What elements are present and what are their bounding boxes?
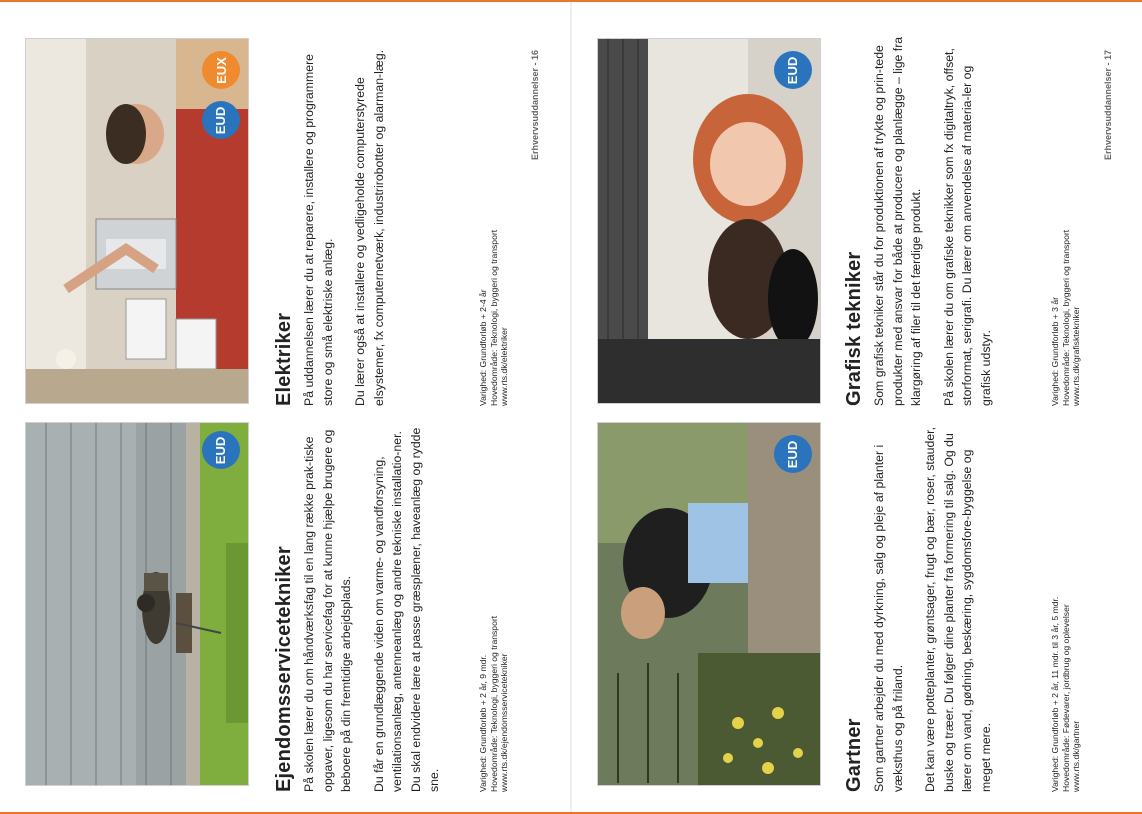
eud-badge: EUD — [202, 431, 240, 469]
eud-badge: EUD — [774, 435, 812, 473]
card-title: Grafisk tekniker — [843, 251, 865, 406]
gardener-with-plants-photo — [597, 422, 821, 786]
page-gutter — [570, 2, 572, 812]
card-grafisk-text — [843, 36, 1009, 406]
meta-area: Hovedområde: Teknologi, byggeri og transport — [1060, 229, 1071, 406]
meta-duration: Varighed: Grundforløb + 2-4 år — [478, 289, 488, 406]
card-gartner-meta — [1050, 422, 1082, 792]
meta-area: Hovedområde: Teknologi, byggeri og transport — [488, 229, 499, 406]
card-paragraph: På skolen lærer du om håndværksfag til en lang række prak-tiske opgaver, ligesom du har servicefag for at kunne hjælpe brugere og beboere på din fremtidige arbejdsplads. — [302, 429, 353, 792]
card-title: Elektriker — [273, 312, 295, 406]
electrician-wiring-panel-photo — [25, 38, 249, 404]
card-gartner-text — [843, 422, 1009, 792]
page-folio-left: Erhvervsuddannelser - 16 — [530, 49, 540, 160]
meta-link[interactable]: www.rts.dk/grafisktekniker — [1071, 306, 1081, 406]
card-paragraph: Som gartner arbejder du med dyrkning, salg og pleje af planter i væksthus og på friland. — [872, 444, 905, 792]
card-grafisk-meta — [1050, 36, 1082, 406]
eud-badge: EUD — [202, 101, 240, 139]
eud-badge: EUD — [774, 51, 812, 89]
card-ejendom-meta — [478, 422, 510, 792]
card-paragraph: Du får en grundlæggende viden om varme- og vandforsyning, ventilationsanlæg, antenneanlæg og andre tekniske installatio-ner. Du skal endvidere lære at passe græsplæner, haveanlæg og rydde sne. — [371, 427, 441, 792]
man-trimming-grass-photo — [25, 422, 249, 786]
meta-link[interactable]: www.rts.dk/elektriker — [499, 327, 509, 406]
card-paragraph: Som grafisk tekniker står du for produktionen af trykte og prin-tede produkter med ansvar for både at producere og planlægge – lige fra klargøring af filer til det færdige produkt. — [872, 36, 923, 406]
meta-duration: Varighed: Grundforløb + 2 år, 11 mdr. til 3 år, 5 mdr. — [1050, 596, 1060, 792]
card-elektriker-text — [273, 36, 402, 406]
meta-area: Hovedområde: Fødevarer, jordbrug og oplevelser — [1060, 604, 1071, 792]
page-folio-right: Erhvervsuddannelser - 17 — [1103, 49, 1113, 160]
eux-badge: EUX — [202, 51, 240, 89]
large-format-print-photo — [597, 38, 821, 404]
meta-duration: Varighed: Grundforløb + 2 år, 9 mdr. — [478, 654, 488, 792]
card-paragraph: På skolen lærer du om grafiske teknikker som fx digitaltryk, offset, storformat, serigrafi. Du lærer om anvendelse af materia-ler og grafisk udstyr. — [941, 48, 993, 406]
meta-link[interactable]: www.rts.dk/ejendomsservicetekniker — [499, 653, 509, 792]
meta-area: Hovedområde: Teknologi, byggeri og transport — [488, 615, 499, 792]
card-elektriker-meta — [478, 36, 510, 406]
card-title: Ejendomsservicetekniker — [273, 546, 295, 792]
card-ejendom-text — [273, 422, 458, 792]
card-paragraph: På uddannelsen lærer du at reparere, installere og programmere store og små elektriske anlæg. — [302, 53, 335, 406]
meta-duration: Varighed: Grundforløb + 3 år — [1050, 297, 1060, 406]
card-paragraph: Du lærer også at installere og vedligeholde computerstyrede elsystemer, fx computernetværk, industrirobotter og alarman-læg. — [353, 49, 386, 406]
card-paragraph: Det kan være potteplanter, grøntsager, frugt og bær, roser, stauder, buske og træer. Du følger dine planter fra formering til salg. Og du lærer om vand, gødning, beskæring, sygdomsfore-byggelse og meget mere. — [923, 426, 993, 792]
meta-link[interactable]: www.rts.dk/gartner — [1071, 720, 1081, 792]
card-title: Gartner — [843, 718, 865, 792]
